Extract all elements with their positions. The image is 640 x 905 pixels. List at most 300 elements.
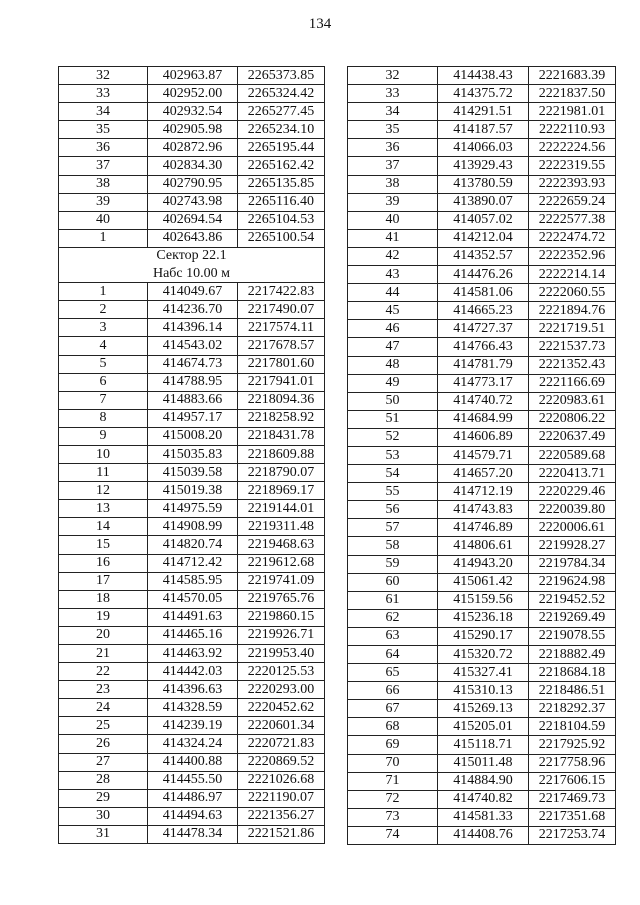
- table-row: [348, 573, 616, 591]
- point-number-cell: 34: [59, 103, 148, 121]
- table-row: [348, 826, 616, 844]
- point-number-cell: 37: [59, 157, 148, 175]
- x-coordinate-cell: 402694.54: [148, 211, 238, 229]
- y-coordinate-cell: 2220413.71: [529, 465, 616, 483]
- table-row: [348, 591, 616, 609]
- x-coordinate-cell: 415118.71: [438, 736, 529, 754]
- y-coordinate-cell: 2265104.53: [238, 211, 325, 229]
- point-number-cell: 32: [59, 67, 148, 85]
- x-coordinate-cell: 414400.88: [148, 753, 238, 771]
- y-coordinate-cell: 2218486.51: [529, 682, 616, 700]
- y-coordinate-cell: 2221894.76: [529, 302, 616, 320]
- x-coordinate-cell: 414806.61: [438, 537, 529, 555]
- table-row: [59, 301, 325, 319]
- table-row: [348, 555, 616, 573]
- point-number-cell: 25: [59, 717, 148, 735]
- x-coordinate-cell: 415320.72: [438, 646, 529, 664]
- table-row: [59, 355, 325, 373]
- point-number-cell: 39: [348, 193, 438, 211]
- y-coordinate-cell: 2219468.63: [238, 536, 325, 554]
- x-coordinate-cell: 415236.18: [438, 609, 529, 627]
- y-coordinate-cell: 2217490.07: [238, 301, 325, 319]
- y-coordinate-cell: 2220589.68: [529, 446, 616, 464]
- x-coordinate-cell: 414781.79: [438, 356, 529, 374]
- table-row: [59, 211, 325, 229]
- y-coordinate-cell: 2221521.86: [238, 825, 325, 843]
- x-coordinate-cell: 415019.38: [148, 482, 238, 500]
- y-coordinate-cell: 2265234.10: [238, 121, 325, 139]
- x-coordinate-cell: 415061.42: [438, 573, 529, 591]
- x-coordinate-cell: 414570.05: [148, 590, 238, 608]
- table-row: [348, 410, 616, 428]
- y-coordinate-cell: 2217253.74: [529, 826, 616, 844]
- point-number-cell: 43: [348, 266, 438, 284]
- table-row: [348, 121, 616, 139]
- point-number-cell: 19: [59, 608, 148, 626]
- x-coordinate-cell: 414543.02: [148, 337, 238, 355]
- y-coordinate-cell: 2220637.49: [529, 428, 616, 446]
- table-row: [59, 175, 325, 193]
- table-row: [59, 139, 325, 157]
- x-coordinate-cell: 414975.59: [148, 500, 238, 518]
- x-coordinate-cell: 414291.51: [438, 103, 529, 121]
- x-coordinate-cell: 414773.17: [438, 374, 529, 392]
- x-coordinate-cell: 414478.34: [148, 825, 238, 843]
- y-coordinate-cell: 2218609.88: [238, 445, 325, 463]
- point-number-cell: 66: [348, 682, 438, 700]
- x-coordinate-cell: 414957.17: [148, 409, 238, 427]
- table-row: [59, 663, 325, 681]
- table-row: [348, 392, 616, 410]
- table-row: [348, 609, 616, 627]
- y-coordinate-cell: 2220721.83: [238, 735, 325, 753]
- y-coordinate-cell: 2221683.39: [529, 67, 616, 85]
- table-row: [59, 645, 325, 663]
- x-coordinate-cell: 414943.20: [438, 555, 529, 573]
- table-row: [348, 627, 616, 645]
- sector-depth: Набс 10.00 м: [59, 265, 325, 283]
- point-number-cell: 36: [59, 139, 148, 157]
- x-coordinate-cell: 414908.99: [148, 518, 238, 536]
- y-coordinate-cell: 2222319.55: [529, 157, 616, 175]
- point-number-cell: 21: [59, 645, 148, 663]
- x-coordinate-cell: 414465.16: [148, 626, 238, 644]
- y-coordinate-cell: 2220869.52: [238, 753, 325, 771]
- x-coordinate-cell: 414746.89: [438, 519, 529, 537]
- table-row: [348, 736, 616, 754]
- table-row: [348, 103, 616, 121]
- point-number-cell: 29: [59, 789, 148, 807]
- table-row: [59, 753, 325, 771]
- point-number-cell: 60: [348, 573, 438, 591]
- x-coordinate-cell: 413890.07: [438, 193, 529, 211]
- y-coordinate-cell: 2220452.62: [238, 699, 325, 717]
- x-coordinate-cell: 402790.95: [148, 175, 238, 193]
- y-coordinate-cell: 2220983.61: [529, 392, 616, 410]
- y-coordinate-cell: 2221537.73: [529, 338, 616, 356]
- x-coordinate-cell: 414408.76: [438, 826, 529, 844]
- table-row: [59, 590, 325, 608]
- y-coordinate-cell: 2221719.51: [529, 320, 616, 338]
- x-coordinate-cell: 414375.72: [438, 85, 529, 103]
- table-row: [59, 699, 325, 717]
- y-coordinate-cell: 2217941.01: [238, 373, 325, 391]
- table-row: [59, 67, 325, 85]
- y-coordinate-cell: 2219765.76: [238, 590, 325, 608]
- table-row: [348, 266, 616, 284]
- point-number-cell: 48: [348, 356, 438, 374]
- table-row: [59, 572, 325, 590]
- point-number-cell: 74: [348, 826, 438, 844]
- x-coordinate-cell: 414684.99: [438, 410, 529, 428]
- y-coordinate-cell: 2218094.36: [238, 391, 325, 409]
- y-coordinate-cell: 2218104.59: [529, 718, 616, 736]
- y-coordinate-cell: 2265100.54: [238, 229, 325, 247]
- x-coordinate-cell: 414712.19: [438, 483, 529, 501]
- table-row: [348, 465, 616, 483]
- table-row: [59, 247, 325, 265]
- x-coordinate-cell: 414476.26: [438, 266, 529, 284]
- y-coordinate-cell: 2219452.52: [529, 591, 616, 609]
- y-coordinate-cell: 2220293.00: [238, 681, 325, 699]
- y-coordinate-cell: 2265195.44: [238, 139, 325, 157]
- y-coordinate-cell: 2218969.17: [238, 482, 325, 500]
- point-number-cell: 46: [348, 320, 438, 338]
- table-row: [59, 735, 325, 753]
- y-coordinate-cell: 2218431.78: [238, 427, 325, 445]
- table-row: [348, 247, 616, 265]
- x-coordinate-cell: 414665.23: [438, 302, 529, 320]
- point-number-cell: 73: [348, 808, 438, 826]
- sector-title: Сектор 22.1: [59, 247, 325, 265]
- table-row: [59, 283, 325, 301]
- x-coordinate-cell: 414328.59: [148, 699, 238, 717]
- table-row: [59, 229, 325, 247]
- point-number-cell: 33: [59, 85, 148, 103]
- x-coordinate-cell: 414057.02: [438, 211, 529, 229]
- y-coordinate-cell: 2217925.92: [529, 736, 616, 754]
- point-number-cell: 27: [59, 753, 148, 771]
- y-coordinate-cell: 2221166.69: [529, 374, 616, 392]
- table-row: [348, 682, 616, 700]
- y-coordinate-cell: 2217801.60: [238, 355, 325, 373]
- y-coordinate-cell: 2219860.15: [238, 608, 325, 626]
- x-coordinate-cell: 414727.37: [438, 320, 529, 338]
- point-number-cell: 18: [59, 590, 148, 608]
- y-coordinate-cell: 2222577.38: [529, 211, 616, 229]
- table-row: [59, 193, 325, 211]
- table-row: [59, 554, 325, 572]
- x-coordinate-cell: 415159.56: [438, 591, 529, 609]
- point-number-cell: 28: [59, 771, 148, 789]
- y-coordinate-cell: 2222110.93: [529, 121, 616, 139]
- x-coordinate-cell: 414766.43: [438, 338, 529, 356]
- point-number-cell: 24: [59, 699, 148, 717]
- point-number-cell: 37: [348, 157, 438, 175]
- point-number-cell: 3: [59, 319, 148, 337]
- point-number-cell: 6: [59, 373, 148, 391]
- y-coordinate-cell: 2265277.45: [238, 103, 325, 121]
- point-number-cell: 54: [348, 465, 438, 483]
- table-row: [59, 121, 325, 139]
- x-coordinate-cell: 414236.70: [148, 301, 238, 319]
- y-coordinate-cell: 2222393.93: [529, 175, 616, 193]
- x-coordinate-cell: 414820.74: [148, 536, 238, 554]
- table-row: [348, 483, 616, 501]
- x-coordinate-cell: 414049.67: [148, 283, 238, 301]
- y-coordinate-cell: 2217574.11: [238, 319, 325, 337]
- point-number-cell: 15: [59, 536, 148, 554]
- x-coordinate-cell: 414712.42: [148, 554, 238, 572]
- point-number-cell: 23: [59, 681, 148, 699]
- point-number-cell: 10: [59, 445, 148, 463]
- point-number-cell: 1: [59, 283, 148, 301]
- x-coordinate-cell: 414657.20: [438, 465, 529, 483]
- point-number-cell: 33: [348, 85, 438, 103]
- x-coordinate-cell: 414455.50: [148, 771, 238, 789]
- table-row: [348, 302, 616, 320]
- table-row: [59, 319, 325, 337]
- point-number-cell: 58: [348, 537, 438, 555]
- x-coordinate-cell: 414491.63: [148, 608, 238, 626]
- table-row: [348, 193, 616, 211]
- table-row: [59, 373, 325, 391]
- table-row: [348, 175, 616, 193]
- x-coordinate-cell: 415039.58: [148, 464, 238, 482]
- table-row: [59, 464, 325, 482]
- x-coordinate-cell: 414494.63: [148, 807, 238, 825]
- y-coordinate-cell: 2219926.71: [238, 626, 325, 644]
- point-number-cell: 11: [59, 464, 148, 482]
- point-number-cell: 44: [348, 284, 438, 302]
- table-row: [348, 139, 616, 157]
- table-row: [59, 717, 325, 735]
- table-row: [59, 807, 325, 825]
- point-number-cell: 49: [348, 374, 438, 392]
- table-row: [59, 536, 325, 554]
- coordinates-table-right: [347, 66, 616, 845]
- x-coordinate-cell: 414579.71: [438, 446, 529, 464]
- point-number-cell: 26: [59, 735, 148, 753]
- y-coordinate-cell: 2222060.55: [529, 284, 616, 302]
- x-coordinate-cell: 415011.48: [438, 754, 529, 772]
- table-row: [348, 808, 616, 826]
- table-row: [348, 338, 616, 356]
- y-coordinate-cell: 2222214.14: [529, 266, 616, 284]
- table-row: [348, 229, 616, 247]
- point-number-cell: 53: [348, 446, 438, 464]
- y-coordinate-cell: 2222659.24: [529, 193, 616, 211]
- x-coordinate-cell: 414581.33: [438, 808, 529, 826]
- y-coordinate-cell: 2265324.42: [238, 85, 325, 103]
- point-number-cell: 47: [348, 338, 438, 356]
- y-coordinate-cell: 2218882.49: [529, 646, 616, 664]
- table-row: [348, 646, 616, 664]
- point-number-cell: 16: [59, 554, 148, 572]
- coordinates-table-left: [58, 66, 325, 844]
- table-row: [348, 501, 616, 519]
- x-coordinate-cell: 413929.43: [438, 157, 529, 175]
- x-coordinate-cell: 414585.95: [148, 572, 238, 590]
- point-number-cell: 38: [59, 175, 148, 193]
- y-coordinate-cell: 2217469.73: [529, 790, 616, 808]
- point-number-cell: 63: [348, 627, 438, 645]
- x-coordinate-cell: 414883.66: [148, 391, 238, 409]
- y-coordinate-cell: 2219624.98: [529, 573, 616, 591]
- x-coordinate-cell: 414352.57: [438, 247, 529, 265]
- x-coordinate-cell: 413780.59: [438, 175, 529, 193]
- x-coordinate-cell: 414187.57: [438, 121, 529, 139]
- x-coordinate-cell: 414066.03: [438, 139, 529, 157]
- x-coordinate-cell: 414442.03: [148, 663, 238, 681]
- y-coordinate-cell: 2265373.85: [238, 67, 325, 85]
- table-row: [59, 427, 325, 445]
- x-coordinate-cell: 414396.63: [148, 681, 238, 699]
- point-number-cell: 52: [348, 428, 438, 446]
- table-row: [348, 537, 616, 555]
- table-row: [348, 284, 616, 302]
- point-number-cell: 65: [348, 664, 438, 682]
- y-coordinate-cell: 2219928.27: [529, 537, 616, 555]
- y-coordinate-cell: 2265135.85: [238, 175, 325, 193]
- table-row: [348, 157, 616, 175]
- x-coordinate-cell: 415008.20: [148, 427, 238, 445]
- y-coordinate-cell: 2220006.61: [529, 519, 616, 537]
- table-row: [348, 356, 616, 374]
- point-number-cell: 31: [59, 825, 148, 843]
- point-number-cell: 51: [348, 410, 438, 428]
- point-number-cell: 35: [59, 121, 148, 139]
- x-coordinate-cell: 402743.98: [148, 193, 238, 211]
- point-number-cell: 20: [59, 626, 148, 644]
- y-coordinate-cell: 2222474.72: [529, 229, 616, 247]
- table-row: [59, 482, 325, 500]
- point-number-cell: 8: [59, 409, 148, 427]
- table-row: [59, 157, 325, 175]
- point-number-cell: 38: [348, 175, 438, 193]
- y-coordinate-cell: 2219953.40: [238, 645, 325, 663]
- y-coordinate-cell: 2219311.48: [238, 518, 325, 536]
- table-row: [348, 700, 616, 718]
- point-number-cell: 39: [59, 193, 148, 211]
- y-coordinate-cell: 2221981.01: [529, 103, 616, 121]
- table-row: [348, 772, 616, 790]
- x-coordinate-cell: 414884.90: [438, 772, 529, 790]
- table-row: [348, 85, 616, 103]
- table-row: [348, 754, 616, 772]
- point-number-cell: 68: [348, 718, 438, 736]
- x-coordinate-cell: 414581.06: [438, 284, 529, 302]
- x-coordinate-cell: 414740.72: [438, 392, 529, 410]
- point-number-cell: 64: [348, 646, 438, 664]
- page-number: 134: [308, 16, 332, 32]
- x-coordinate-cell: 414212.04: [438, 229, 529, 247]
- table-row: [348, 718, 616, 736]
- point-number-cell: 30: [59, 807, 148, 825]
- table-row: [59, 445, 325, 463]
- y-coordinate-cell: 2221837.50: [529, 85, 616, 103]
- y-coordinate-cell: 2219078.55: [529, 627, 616, 645]
- table-row: [348, 320, 616, 338]
- table-row: [348, 790, 616, 808]
- point-number-cell: 67: [348, 700, 438, 718]
- table-row: [59, 789, 325, 807]
- y-coordinate-cell: 2218790.07: [238, 464, 325, 482]
- point-number-cell: 9: [59, 427, 148, 445]
- x-coordinate-cell: 415269.13: [438, 700, 529, 718]
- point-number-cell: 4: [59, 337, 148, 355]
- x-coordinate-cell: 414324.24: [148, 735, 238, 753]
- y-coordinate-cell: 2221356.27: [238, 807, 325, 825]
- point-number-cell: 17: [59, 572, 148, 590]
- table-row: [59, 626, 325, 644]
- table-row: [59, 409, 325, 427]
- y-coordinate-cell: 2219144.01: [238, 500, 325, 518]
- point-number-cell: 45: [348, 302, 438, 320]
- y-coordinate-cell: 2265162.42: [238, 157, 325, 175]
- table-row: [59, 265, 325, 283]
- x-coordinate-cell: 402952.00: [148, 85, 238, 103]
- y-coordinate-cell: 2221190.07: [238, 789, 325, 807]
- y-coordinate-cell: 2221026.68: [238, 771, 325, 789]
- x-coordinate-cell: 415327.41: [438, 664, 529, 682]
- point-number-cell: 7: [59, 391, 148, 409]
- point-number-cell: 2: [59, 301, 148, 319]
- x-coordinate-cell: 414743.83: [438, 501, 529, 519]
- point-number-cell: 14: [59, 518, 148, 536]
- point-number-cell: 35: [348, 121, 438, 139]
- table-row: [59, 85, 325, 103]
- x-coordinate-cell: 414486.97: [148, 789, 238, 807]
- y-coordinate-cell: 2220806.22: [529, 410, 616, 428]
- point-number-cell: 57: [348, 519, 438, 537]
- table-row: [59, 681, 325, 699]
- table-row: [348, 446, 616, 464]
- point-number-cell: 50: [348, 392, 438, 410]
- table-row: [348, 664, 616, 682]
- point-number-cell: 41: [348, 229, 438, 247]
- y-coordinate-cell: 2220601.34: [238, 717, 325, 735]
- point-number-cell: 40: [348, 211, 438, 229]
- table-row: [59, 518, 325, 536]
- point-number-cell: 36: [348, 139, 438, 157]
- y-coordinate-cell: 2265116.40: [238, 193, 325, 211]
- x-coordinate-cell: 414788.95: [148, 373, 238, 391]
- x-coordinate-cell: 414740.82: [438, 790, 529, 808]
- table-row: [59, 103, 325, 121]
- table-row: [59, 608, 325, 626]
- point-number-cell: 13: [59, 500, 148, 518]
- point-number-cell: 55: [348, 483, 438, 501]
- y-coordinate-cell: 2217678.57: [238, 337, 325, 355]
- table-row: [348, 428, 616, 446]
- table-row: [59, 337, 325, 355]
- table-row: [348, 211, 616, 229]
- point-number-cell: 5: [59, 355, 148, 373]
- point-number-cell: 12: [59, 482, 148, 500]
- table-row: [348, 67, 616, 85]
- point-number-cell: 71: [348, 772, 438, 790]
- x-coordinate-cell: 402643.86: [148, 229, 238, 247]
- x-coordinate-cell: 414438.43: [438, 67, 529, 85]
- x-coordinate-cell: 402963.87: [148, 67, 238, 85]
- y-coordinate-cell: 2222224.56: [529, 139, 616, 157]
- point-number-cell: 40: [59, 211, 148, 229]
- point-number-cell: 42: [348, 247, 438, 265]
- x-coordinate-cell: 402932.54: [148, 103, 238, 121]
- y-coordinate-cell: 2220039.80: [529, 501, 616, 519]
- y-coordinate-cell: 2217351.68: [529, 808, 616, 826]
